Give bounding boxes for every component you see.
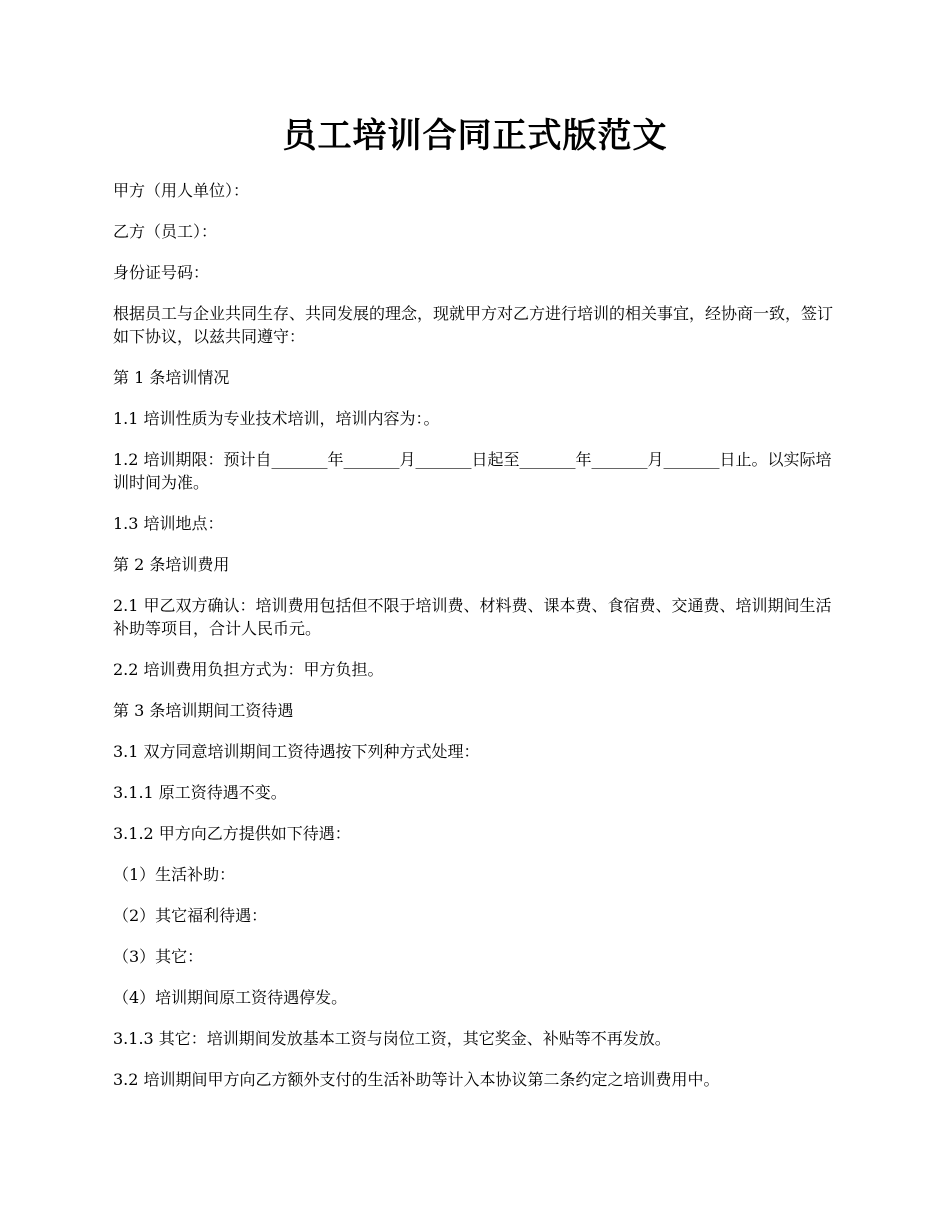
article-3-heading: 第 3 条培训期间工资待遇 [113, 701, 294, 720]
clause-3-2: 3.2 培训期间甲方向乙方额外支付的生活补助等计入本协议第二条约定之培训费用中。 [113, 1070, 720, 1089]
clause-2-1: 2.1 甲乙双方确认：培训费用包括但不限于培训费、材料费、课本费、食宿费、交通费、培训期间生活补助等项目，合计人民币元。 [113, 596, 832, 638]
document-body [113, 179, 843, 1109]
clause-1-1: 1.1 培训性质为专业技术培训，培训内容为：。 [113, 409, 440, 428]
benefit-item-2: （2）其它福利待遇： [113, 906, 268, 925]
clause-3-1: 3.1 双方同意培训期间工资待遇按下列种方式处理： [113, 742, 480, 761]
id-number-line: 身份证号码： [113, 263, 210, 282]
benefit-item-1: （1）生活补助： [113, 865, 236, 884]
article-1-heading: 第 1 条培训情况 [113, 368, 230, 387]
party-a-line: 甲方（用人单位）： [113, 181, 250, 200]
benefit-item-3: （3）其它： [113, 947, 204, 966]
article-2-heading: 第 2 条培训费用 [113, 555, 230, 574]
clause-3-1-1: 3.1.1 原工资待遇不变。 [113, 783, 287, 802]
clause-3-1-3: 3.1.3 其它：培训期间发放基本工资与岗位工资，其它奖金、补贴等不再发放。 [113, 1029, 671, 1048]
clause-3-1-2: 3.1.2 甲方向乙方提供如下待遇： [113, 824, 351, 843]
benefit-item-4: （4）培训期间原工资待遇停发。 [113, 988, 348, 1007]
clause-1-3: 1.3 培训地点： [113, 514, 224, 533]
document-title: 员工培训合同正式版范文 [282, 116, 668, 156]
preamble-paragraph: 根据员工与企业共同生存、共同发展的理念，现就甲方对乙方进行培训的相关事宜，经协商一致，签订如下协议，以兹共同遵守： [113, 304, 834, 346]
party-b-line: 乙方（员工）： [113, 222, 218, 241]
clause-1-2: 1.2 培训期限：预计自_______年_______月_______日起至_______年_______月_______日止。以实际培训时间为准。 [113, 450, 832, 492]
clause-2-2: 2.2 培训费用负担方式为：甲方负担。 [113, 660, 384, 679]
